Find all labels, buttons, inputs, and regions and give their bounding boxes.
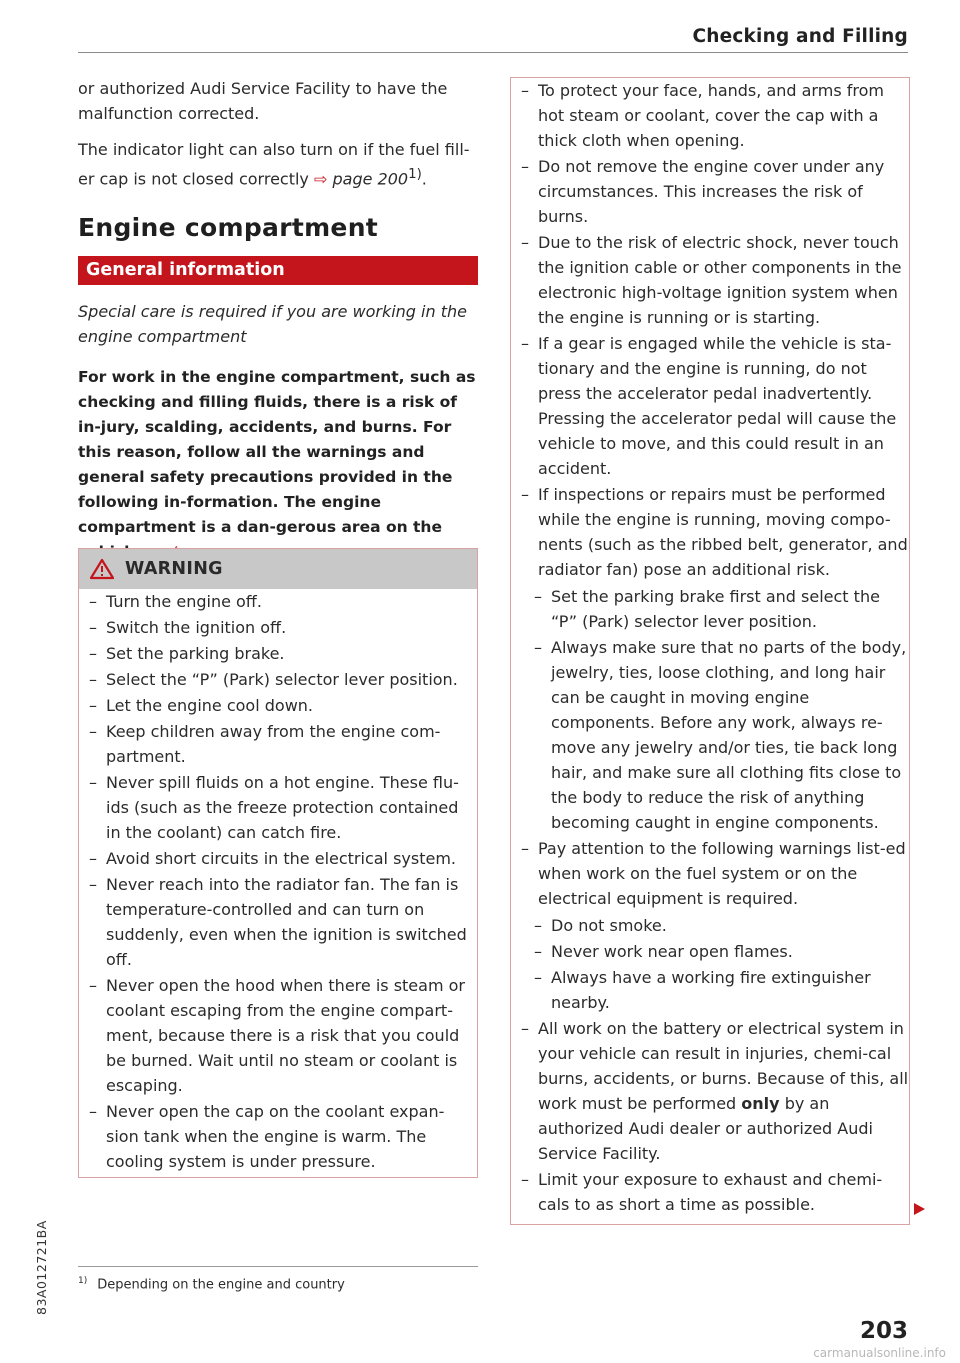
list-item-text-end: by an authorized Audi dealer or authorized Audi Service Facility. (538, 1094, 873, 1163)
warning-continuation-box (510, 77, 910, 1225)
header-rule (78, 52, 908, 53)
list-item: – Never open the cap on the coolant expan-sion tank when the engine is warm. The cooling system is under pressure. (79, 1099, 477, 1174)
safety-intro-paragraph (78, 365, 478, 565)
list-item: – Due to the risk of electric shock, never touch the ignition cable or other components in the electronic high-voltage ignition system when the engine is running or is starting. (511, 230, 909, 330)
list-item-text: All work on the battery or electrical system in your vehicle can result in injuries, chemi-cal burns, accidents, or burns. Because of this, all work must be performed (538, 1019, 909, 1113)
list-item: – Never reach into the radiator fan. The fan is temperature-controlled and can turn on suddenly, even when the ignition is switched off. (79, 872, 477, 972)
list-item: – Select the “P” (Park) selector lever position. (79, 667, 477, 692)
warning-box (78, 548, 478, 1178)
sub-list-item: – Never work near open flames. (524, 939, 909, 964)
list-item: – Let the engine cool down. (79, 693, 477, 718)
intro-paragraph: or authorized Audi Service Facility to have the malfunction corrected. (78, 79, 448, 123)
sub-list-item: – Set the parking brake first and select the “P” (Park) selector lever position. (524, 584, 909, 634)
safety-intro-text: For work in the engine compartment, such as checking and filling fluids, there is a risk of in-jury, scalding, accidents, and burns. For this reason, follow all the warnings and general safety precautions provided in the following in-formation. The engine compartment is a dan-gerous area on the (78, 368, 476, 537)
list-item-text: If inspections or repairs must be performed while the engine is running, moving compo-nents (such as the ribbed belt, generator, and radiator fan) pose an additional risk. (538, 485, 908, 579)
left-column (78, 76, 478, 565)
list-item: – Never spill fluids on a hot engine. These flu-ids (such as the freeze protection contained in the coolant) can catch fire. (79, 770, 477, 845)
list-item-text: Pay attention to the following warnings list-ed when work on the fuel system or on the electrical equipment is required. (538, 839, 906, 908)
list-item: – Limit your exposure to exhaust and chemi-cals to as short a time as possible. (511, 1167, 909, 1217)
sub-list (524, 913, 909, 1015)
indicator-paragraph: The indicator light can also turn on if the fuel fill-er cap is not closed correctly ⇨ page 200$^{1)}$. (78, 140, 470, 189)
watermark: carmanualsonline.info (813, 1346, 946, 1360)
warning-triangle-icon (89, 558, 115, 580)
heading-engine-compartment: Engine compartment (78, 213, 379, 243)
list-item: – Turn the engine off. (79, 589, 477, 614)
general-information-banner: General information (78, 256, 478, 285)
footnote-marker: 1) (408, 167, 422, 182)
list-item: – To protect your face, hands, and arms from hot steam or coolant, cover the cap with a thick cloth when opening. (511, 78, 909, 153)
sub-list-item: – Always have a working fire extinguisher nearby. (524, 965, 909, 1015)
list-item: – Never open the hood when there is steam or coolant escaping from the engine compart-ment, because there is a risk that you could be burned. Wait until no steam or coolant is escaping. (79, 973, 477, 1098)
list-item (511, 482, 909, 835)
section-title: Checking and Filling (692, 26, 908, 47)
sub-list (524, 584, 909, 835)
footnote-text: Depending on the engine and country (97, 1277, 345, 1293)
list-item: – Do not remove the engine cover under any circumstances. This increases the risk of burns. (511, 154, 909, 229)
warning-continuation-list (511, 78, 909, 1217)
footnote (78, 1276, 345, 1292)
footnote-rule (78, 1266, 478, 1267)
warning-list (79, 589, 477, 1174)
subtitle: Special care is required if you are working in the engine compartment (78, 302, 467, 347)
document-code: 83A012721BA (34, 1220, 49, 1315)
list-item: – Avoid short circuits in the electrical system. (79, 846, 477, 871)
sub-list-item: – Always make sure that no parts of the body, jewelry, ties, loose clothing, and long hair can be caught in moving engine components. Before any work, always re-move any jewelry and/or ties, tie back long hair, and make sure all clothing fits close to the body to reduce the risk of anything becoming caught in engine components. (524, 635, 909, 835)
list-item: – Set the parking brake. (79, 641, 477, 666)
list-item: – Switch the ignition off. (79, 615, 477, 640)
list-item: – If a gear is engaged while the vehicle is sta-tionary and the engine is running, do not press the accelerator pedal inadvertently. Pressing the accelerator pedal will cause the vehicle to move, and this could result in an accident. (511, 331, 909, 481)
footnote-mark: 1) (78, 1276, 88, 1286)
list-item: – Keep children away from the engine com-partment. (79, 719, 477, 769)
warning-header (79, 549, 477, 589)
list-item (511, 1016, 909, 1166)
reference-arrow-icon: ⇨ (314, 169, 328, 189)
page-reference-link[interactable]: page 200 (332, 169, 409, 189)
list-item (511, 836, 909, 1015)
sub-list-item: – Do not smoke. (524, 913, 909, 938)
continue-arrow-icon[interactable] (914, 1203, 925, 1215)
warning-label: WARNING (125, 559, 223, 579)
indicator-text: The indicator light can also turn on if the fuel fill-er cap is not closed correctly (78, 140, 470, 189)
emphasis-only: only (741, 1094, 780, 1113)
page-number: 203 (859, 1318, 908, 1344)
